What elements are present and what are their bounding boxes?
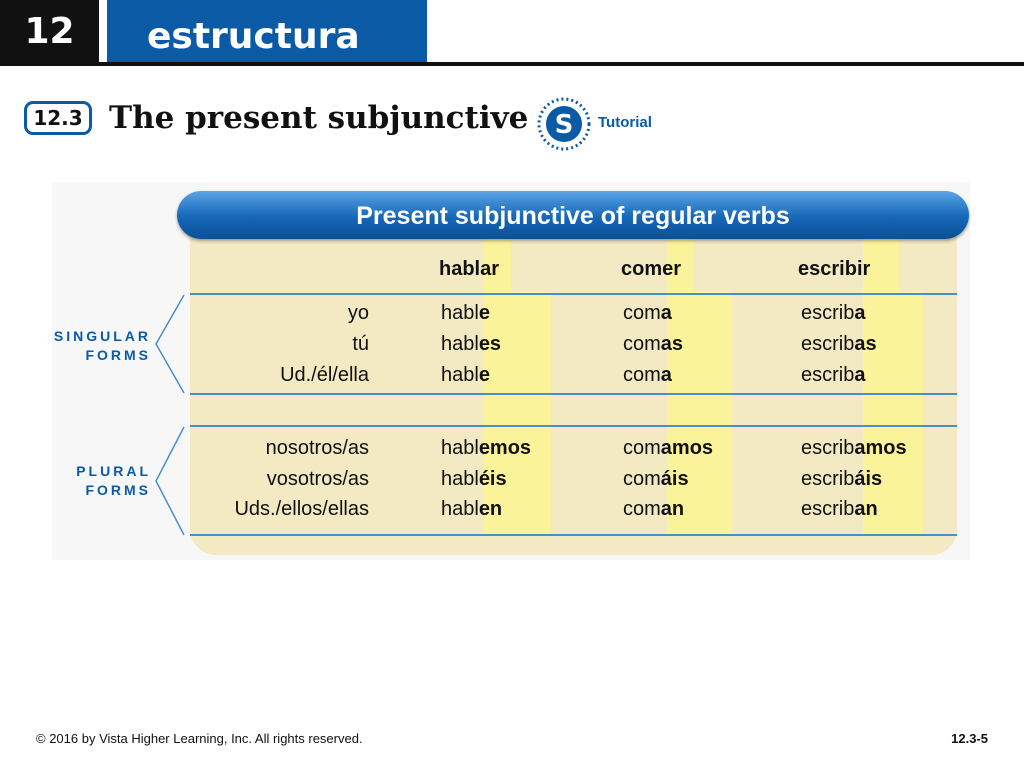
pronoun-yo: yo: [347, 302, 369, 324]
form-cell: comamos: [623, 437, 714, 459]
form-cell: hables: [441, 333, 502, 355]
divider-line: [190, 534, 957, 536]
form-cell: comas: [623, 333, 684, 355]
tutorial-icon-letter: S: [554, 110, 574, 140]
section-title: The present subjunctive: [109, 100, 529, 136]
tutorial-link[interactable]: Tutorial: [598, 114, 652, 131]
divider-line: [190, 393, 957, 395]
form-cell: hable: [441, 302, 490, 324]
form-cell: escriba: [801, 302, 866, 324]
tutorial-icon[interactable]: [536, 96, 592, 152]
form-cell: escribáis: [801, 468, 883, 490]
form-cell: comáis: [623, 468, 689, 490]
divider-line: [190, 425, 957, 427]
pronoun-tu: tú: [352, 333, 369, 355]
page-number: 12.3-5: [951, 731, 988, 746]
section-number-badge: 12.3: [24, 101, 92, 135]
pronoun-vosotros: vosotros/as: [266, 468, 369, 490]
group-label-plural: PLURAL FORMS: [76, 463, 151, 498]
form-cell: coman: [623, 498, 685, 520]
form-cell: habléis: [441, 468, 507, 490]
copyright-notice: © 2016 by Vista Higher Learning, Inc. All rights reserved.: [36, 731, 363, 746]
form-cell: hable: [441, 364, 490, 386]
pronoun-ud-el-ella: Ud./él/ella: [280, 364, 369, 386]
pronoun-uds-ellos-ellas: Uds./ellos/ellas: [234, 498, 369, 520]
form-cell: hablen: [441, 498, 503, 520]
form-cell: escriban: [801, 498, 878, 520]
pronoun-nosotros: nosotros/as: [265, 437, 369, 459]
chapter-number: 12: [0, 0, 99, 63]
form-cell: hablemos: [441, 437, 532, 459]
table-title: Present subjunctive of regular verbs: [177, 191, 969, 239]
column-header-escribir: escribir: [798, 258, 871, 280]
form-cell: coma: [623, 364, 672, 386]
divider-line: [190, 293, 957, 295]
form-cell: escriba: [801, 364, 866, 386]
form-cell: escribas: [801, 333, 877, 355]
chapter-title: estructura: [107, 0, 427, 63]
group-label-singular: SINGULAR FORMS: [53, 328, 151, 363]
column-header-comer: comer: [621, 258, 682, 280]
column-header-hablar: hablar: [439, 258, 500, 280]
form-cell: coma: [623, 302, 672, 324]
form-cell: escribamos: [801, 437, 907, 459]
header-divider: [0, 62, 1024, 66]
